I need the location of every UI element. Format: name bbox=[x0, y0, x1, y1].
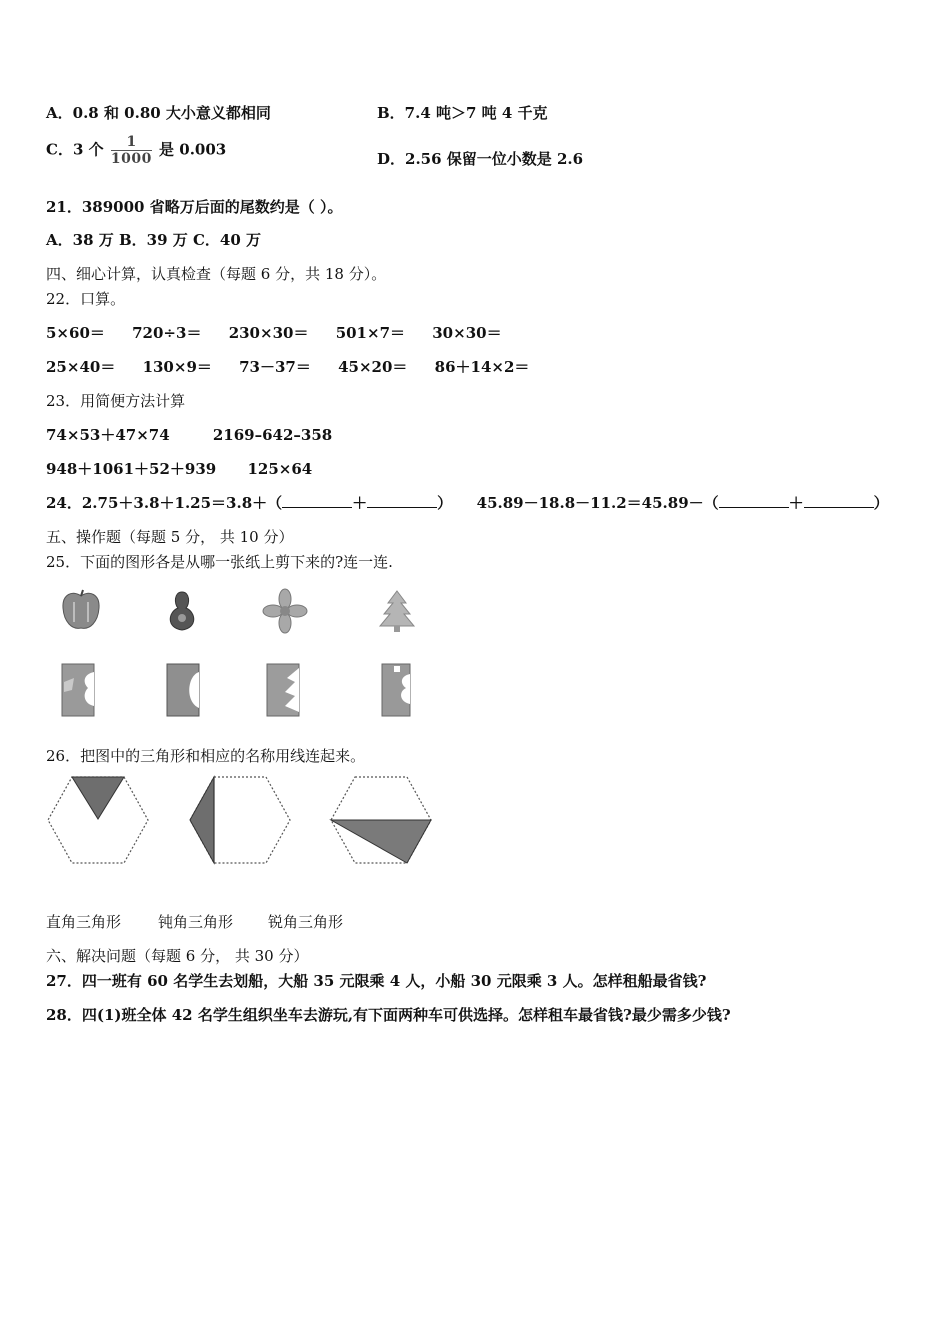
label-obtuse-triangle: 钝角三角形 bbox=[158, 913, 234, 931]
section-5-title: 五、操作题（每题 5 分， 共 10 分） bbox=[46, 528, 294, 546]
oral-calc-item: 25×40＝ bbox=[46, 358, 116, 376]
q20-option-a: A．0.8 和 0.80 大小意义都相同 bbox=[46, 104, 271, 122]
q21-question: 21．389000 省略万后面的尾数约是（ ）。 bbox=[46, 198, 343, 216]
close-paren: ） bbox=[437, 494, 453, 512]
answer-blank[interactable] bbox=[282, 493, 352, 508]
simplify-item: 74×53＋47×74 bbox=[46, 426, 170, 444]
hexagon-acute-triangle-figure bbox=[46, 774, 150, 866]
oral-calc-item: 73－37＝ bbox=[239, 358, 311, 376]
q20-option-c-suffix: 是 0.003 bbox=[159, 140, 227, 159]
answer-blank[interactable] bbox=[719, 493, 789, 508]
q27-text: 27．四一班有 60 名学生去划船，大船 35 元限乘 4 人，小船 30 元限乘 3 人。怎样租船最省钱? bbox=[46, 972, 707, 990]
plus-sign: ＋ bbox=[788, 494, 804, 512]
oral-calc-item: 45×20＝ bbox=[338, 358, 408, 376]
plus-sign: ＋ bbox=[352, 494, 368, 512]
fraction-denominator: 1000 bbox=[110, 151, 152, 167]
paper-with-cut-icon bbox=[265, 662, 303, 718]
q26-title: 26．把图中的三角形和相应的名称用线连起来。 bbox=[46, 747, 366, 765]
hexagon-obtuse-triangle-figure bbox=[329, 774, 433, 866]
oral-calc-item: 720÷3＝ bbox=[132, 324, 202, 342]
q28-text: 28．四(1)班全体 42 名学生组织坐车去游玩,有下面两种车可供选择。怎样租车最省钱?最少需多少钱? bbox=[46, 1006, 731, 1024]
oral-calc-item: 86＋14×2＝ bbox=[434, 358, 530, 376]
q25-title: 25．下面的图形各是从哪一张纸上剪下来的?连一连. bbox=[46, 553, 393, 571]
q20-option-d: D．2.56 保留一位小数是 2.6 bbox=[377, 150, 584, 168]
fraction bbox=[111, 134, 152, 167]
answer-blank[interactable] bbox=[367, 493, 437, 508]
paper-with-cut-icon bbox=[380, 662, 414, 718]
tree-cutout-icon bbox=[376, 588, 418, 634]
q23-title: 23．用简便方法计算 bbox=[46, 392, 186, 410]
label-acute-triangle: 锐角三角形 bbox=[268, 913, 344, 931]
q22-title: 22．口算。 bbox=[46, 290, 126, 308]
oral-calc-item: 501×7＝ bbox=[335, 324, 406, 342]
q24-part-1: 24．2.75＋3.8＋1.25＝3.8＋（ bbox=[46, 494, 283, 512]
paper-with-cut-icon bbox=[60, 662, 98, 718]
q23-row-2 bbox=[46, 458, 312, 479]
simplify-item: 2169–642–358 bbox=[212, 426, 333, 444]
q22-row-1 bbox=[46, 322, 502, 343]
simplify-item: 948＋1061＋52＋939 bbox=[46, 460, 217, 478]
flower-cutout-icon bbox=[262, 588, 308, 634]
q20-option-b: B．7.4 吨＞7 吨 4 千克 bbox=[377, 104, 548, 122]
section-4-title: 四、细心计算，认真检查（每题 6 分，共 18 分）。 bbox=[46, 265, 387, 283]
oral-calc-item: 30×30＝ bbox=[432, 324, 502, 342]
oral-calc-item: 130×9＝ bbox=[142, 358, 212, 376]
fraction-numerator: 1 bbox=[111, 134, 152, 151]
oral-calc-item: 5×60＝ bbox=[46, 324, 105, 342]
label-right-triangle: 直角三角形 bbox=[46, 913, 122, 931]
paper-with-cut-icon bbox=[163, 662, 203, 718]
q21-options: A．38 万 B．39 万 C．40 万 bbox=[46, 231, 261, 249]
hexagon-right-triangle-figure bbox=[188, 774, 292, 866]
apple-cutout-icon bbox=[58, 588, 104, 634]
q20-option-c-prefix: C．3 个 bbox=[46, 140, 104, 159]
answer-blank[interactable] bbox=[804, 493, 874, 508]
section-6-title: 六、解决问题（每题 6 分， 共 30 分） bbox=[46, 947, 309, 965]
simplify-item: 125×64 bbox=[247, 460, 313, 478]
oral-calc-item: 230×30＝ bbox=[228, 324, 309, 342]
q24 bbox=[46, 492, 889, 513]
gourd-cutout-icon bbox=[162, 588, 202, 634]
close-paren: ） bbox=[873, 494, 889, 512]
q22-row-2 bbox=[46, 356, 529, 377]
q23-row-1 bbox=[46, 424, 332, 445]
q24-part-2: 45.89－18.8－11.2＝45.89－（ bbox=[476, 494, 719, 512]
q20-option-c bbox=[46, 134, 226, 167]
